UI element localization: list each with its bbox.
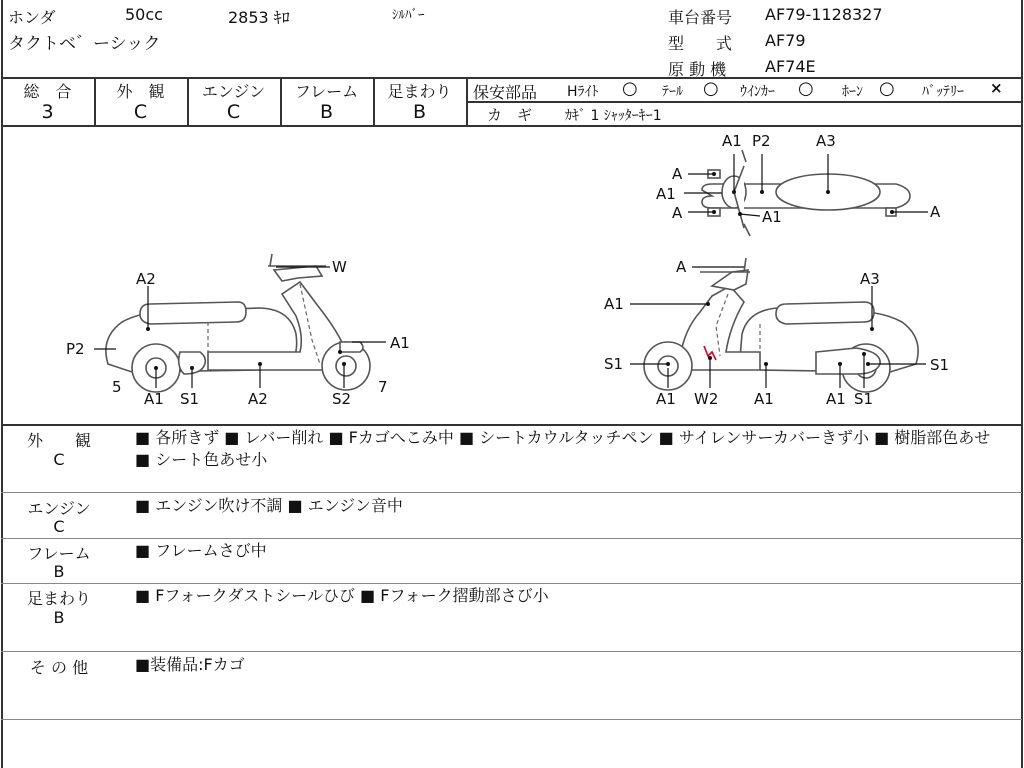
safety-item-label: ﾎｰﾝ bbox=[842, 84, 863, 100]
scooter-left-view bbox=[66, 254, 410, 408]
section-line bbox=[1, 719, 1022, 720]
section-text: ■ 各所きず ■ レバー削れ ■ Fカゴへこみ中 ■ シートカウルタッチペン ■ サイレンサーカバーきず小 ■ 樹脂部色あせ ■ シート色あせ小 bbox=[135, 428, 991, 469]
section-grade: B bbox=[53, 608, 65, 627]
diag-label: A1 bbox=[656, 390, 676, 408]
diag-label: A3 bbox=[860, 270, 880, 288]
section-text: ■ エンジン吹け不調 ■ エンジン音中 bbox=[135, 496, 403, 515]
diag-label: A2 bbox=[136, 270, 156, 288]
diag-label: A1 bbox=[656, 185, 676, 203]
diag-label: W bbox=[332, 258, 347, 276]
section-label: エンジン bbox=[27, 499, 91, 518]
maker: ホンダ bbox=[8, 8, 56, 27]
grade-label: フレーム bbox=[294, 82, 359, 101]
diag-label: A1 bbox=[144, 390, 164, 408]
grade-value: B bbox=[412, 101, 427, 123]
safety-item-mark: ○ bbox=[622, 78, 638, 99]
diag-label: A1 bbox=[390, 334, 410, 352]
section-text: ■ Fフォークダストシールひび ■ Fフォーク摺動部さび小 bbox=[135, 586, 549, 605]
diag-label: S1 bbox=[930, 356, 950, 374]
frame-no-value: AF79-1128327 bbox=[765, 5, 883, 24]
section-grade: B bbox=[53, 562, 65, 581]
frame-no-label: 車台番号 bbox=[668, 8, 733, 27]
scooter-top-view bbox=[656, 132, 941, 236]
engine-label: 原 動 機 bbox=[668, 60, 727, 79]
safety-title: 保安部品 bbox=[473, 83, 538, 102]
section-line bbox=[1, 538, 1022, 539]
diag-label: S1 bbox=[854, 390, 874, 408]
diag-label: P2 bbox=[66, 340, 85, 358]
type-value: AF79 bbox=[765, 31, 806, 50]
safety-item-label: ﾊﾞｯﾃﾘｰ bbox=[922, 84, 964, 100]
displacement: 50cc bbox=[125, 5, 163, 24]
key-value: ｶｷﾞ 1 ｼｬｯﾀｰｷｰ1 bbox=[565, 108, 662, 124]
scooter-right-view bbox=[604, 258, 949, 408]
diag-label: P2 bbox=[752, 132, 771, 150]
section-label: そ の 他 bbox=[29, 658, 89, 677]
body-color: ｼﾙﾊﾞｰ bbox=[392, 8, 425, 23]
section-label: 外 観 bbox=[26, 431, 91, 450]
section-label: 足まわり bbox=[26, 589, 91, 608]
diag-label: S2 bbox=[332, 390, 352, 408]
diag-label: A bbox=[676, 258, 687, 276]
engine-value: AF74E bbox=[765, 57, 816, 76]
grade-label: 総 合 bbox=[23, 82, 72, 101]
model-name: タクトベ゛ーシック bbox=[8, 34, 161, 54]
diag-label: A1 bbox=[762, 208, 782, 226]
diag-label: 7 bbox=[378, 378, 388, 396]
diag-label: S1 bbox=[604, 355, 624, 373]
safety-item-mark: ○ bbox=[879, 78, 895, 99]
section-text: ■装備品:Fカゴ bbox=[135, 655, 245, 674]
safety-item-mark: × bbox=[990, 79, 1003, 97]
safety-item-mark: ○ bbox=[703, 78, 719, 99]
diag-label: A bbox=[672, 204, 683, 222]
grade-value: C bbox=[226, 101, 241, 123]
diag-label: S1 bbox=[180, 390, 200, 408]
diag-label: W2 bbox=[694, 390, 719, 408]
safety-item-mark: ○ bbox=[798, 78, 814, 99]
grade-divider-5 bbox=[466, 77, 468, 125]
grade-value: B bbox=[319, 101, 334, 123]
section-grade: C bbox=[53, 517, 65, 536]
diag-label: A1 bbox=[754, 390, 774, 408]
diag-label: 5 bbox=[112, 378, 122, 396]
grade-label: エンジン bbox=[201, 82, 266, 101]
safety-item-label: ｳｲﾝｶｰ bbox=[740, 84, 775, 100]
grade-value: 3 bbox=[41, 101, 54, 123]
section-line bbox=[1, 492, 1022, 493]
diag-label: A2 bbox=[248, 390, 268, 408]
mileage: 2853 ｷﾛ bbox=[228, 8, 290, 27]
diag-label: A bbox=[672, 165, 683, 183]
damage-diagram bbox=[0, 126, 1022, 424]
section-grade: C bbox=[53, 450, 65, 469]
key-label: カ ギ bbox=[487, 106, 533, 124]
grade-value: C bbox=[133, 101, 148, 123]
section-line-top bbox=[1, 424, 1022, 426]
section-text: ■ フレームさび中 bbox=[135, 541, 267, 560]
section-line bbox=[1, 583, 1022, 584]
diag-label: A1 bbox=[722, 132, 742, 150]
section-label: フレーム bbox=[27, 544, 91, 563]
type-label: 型 式 bbox=[668, 34, 733, 53]
grade-row-mid-line bbox=[467, 101, 1022, 103]
grade-label: 足まわり bbox=[387, 82, 452, 101]
diag-label: A3 bbox=[816, 132, 836, 150]
diag-label: A1 bbox=[826, 390, 846, 408]
safety-item-label: ﾃｰﾙ bbox=[662, 84, 683, 100]
grade-label: 外 観 bbox=[116, 82, 165, 101]
safety-item-label: Hﾗｲﾄ bbox=[567, 84, 599, 100]
diag-label: A1 bbox=[604, 295, 624, 313]
diag-label: A bbox=[930, 203, 941, 221]
section-line bbox=[1, 651, 1022, 652]
